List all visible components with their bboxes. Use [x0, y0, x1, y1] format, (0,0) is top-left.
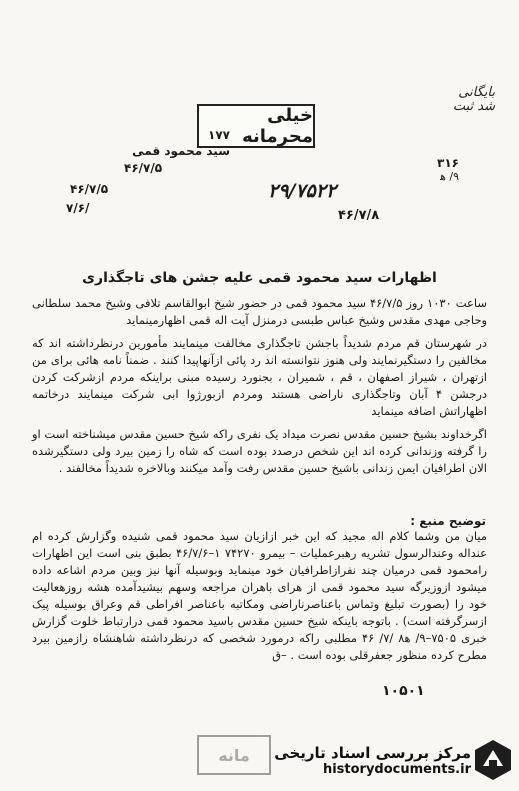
header-left-block: [60, 128, 230, 216]
header-date-2: ۴۶/۷/۵: [70, 182, 109, 196]
paragraph-text: در شهرستان قم مردم شدیداً باجشن تاجگذاری مخالفت مینمایند مأمورین درنظرداشته اند که مخالفین را دستگیرنمایند ولی هنوز نتوانسته اند رد پائی ازآنهاپیدا کنند . ضمناً نامه هائی برای من ازتهران ، شیراز اصفهان ، قم ، شمیران ، بجنورد رسیده مبنی براینکه مردم ازشرکت کردن درجشن ۴ آبان وتاجگذاری ناراضی هستند ومردم ازبورژوا ابی شرکت مینمایند درخاتمه اظهاراتش اضافه مینماید: [32, 336, 487, 418]
report-body: [32, 295, 487, 483]
handwritten-signature-number: ۱۰۵۰۱: [382, 683, 425, 699]
handwritten-note-line2: شد ثبت: [452, 98, 495, 114]
document-number: ۱۷۷: [208, 128, 230, 142]
paragraph: [32, 295, 487, 329]
watermark-text: [274, 744, 471, 778]
handwritten-note: [453, 86, 495, 113]
header-date-3: /۷/۶: [66, 201, 90, 215]
header-right-block: [437, 156, 459, 184]
notes-heading: توضیح منبع :: [410, 514, 486, 528]
handwritten-note-line1: بایگانی: [458, 85, 495, 100]
registration-stamp-date: ۴۶/۷/۸: [338, 208, 380, 223]
subject-name: سید محمود قمی: [132, 144, 230, 158]
classification-stamp: خیلی محرمانه: [197, 104, 315, 148]
paragraph-text: اگرخداوند بشیخ حسین مقدس نصرت میداد یک نفری راکه شیخ حسین مقدس میشناخته است او را گرفته وزندانی کرده اند این شخص درصدد بوده است که شاه را زمین بیرد ولی دستگیرشده الان اطرافیان ایمن زندانی باشیخ حسین مقدس رفت وآمد میکنند وبالاخره شدیداً مخالفند .: [32, 427, 487, 475]
source-notes: میان من وشما کلام اله مجید که این خبر ازازیان سید محمود قمی شنیده وگزارش کرده ام عنداله وعندالرسول تشریه رهبرعملیات – بیمرو ۷۴۲۷۰ ۱–۴۶/۷/۶ بطبق بنی است این اظهارات رامحمود قمی درمیان چند نفرازاطرافیان خود مینماید وبوسیله آنها نیز وبین مردم اشاعه داده میشود ازوزیرگه سید محمود قمی از هرای باهران مراجعه وسهم بیشیدآمده هشه روزهعالیت خود را (بصورت تبلیغ وتماس باعناصرناراضی ومکاتبه باعناصر افراطی قم وعراق بوسیله پیک ازسرگرفته است) . باتوجه باینکه شیخ حسین مقدس باسید محمود قمی درارتباط خلوت گزارش خبری ۷۵۰۵–۹/ ه‍۸ /۷/ ۴۶ مطلبی راکه درمورد شخصی که درنظرداشته شاهنشاه رازمین بیرد مطرح کرده منظور جعفرقلی بوده است . –ق: [32, 529, 487, 662]
right-sub: ۹/ ه‍: [440, 170, 459, 184]
registration-stamp-number: ۲۹/۷۵۲۲: [268, 180, 337, 202]
paragraph: [32, 426, 487, 477]
paragraph-text: ساعت ۱۰۳۰ روز ۴۶/۷/۵ سید محمود قمی در حضور شیخ ابوالقاسم تلافی وشیخ محمد سلطانی وحاجی مهدی مقدس وشیخ عباس طبسی درمنزل آیت اله قمی اظهارمینماید: [32, 296, 487, 327]
faint-stamp: مانه: [197, 735, 271, 775]
paragraph: [32, 335, 487, 420]
archive-logo-icon: [473, 738, 513, 782]
archive-watermark: [176, 730, 519, 791]
page-title: اظهارات سید محمود قمی علیه جشن های تاجگذاری: [82, 270, 437, 286]
watermark-url: historydocuments.ir: [322, 761, 471, 777]
right-number: ۳۱۶: [437, 156, 459, 170]
watermark-title: مرکز بررسی اسناد تاریخی: [274, 743, 471, 762]
header-date-1: ۴۶/۷/۵: [124, 161, 163, 175]
